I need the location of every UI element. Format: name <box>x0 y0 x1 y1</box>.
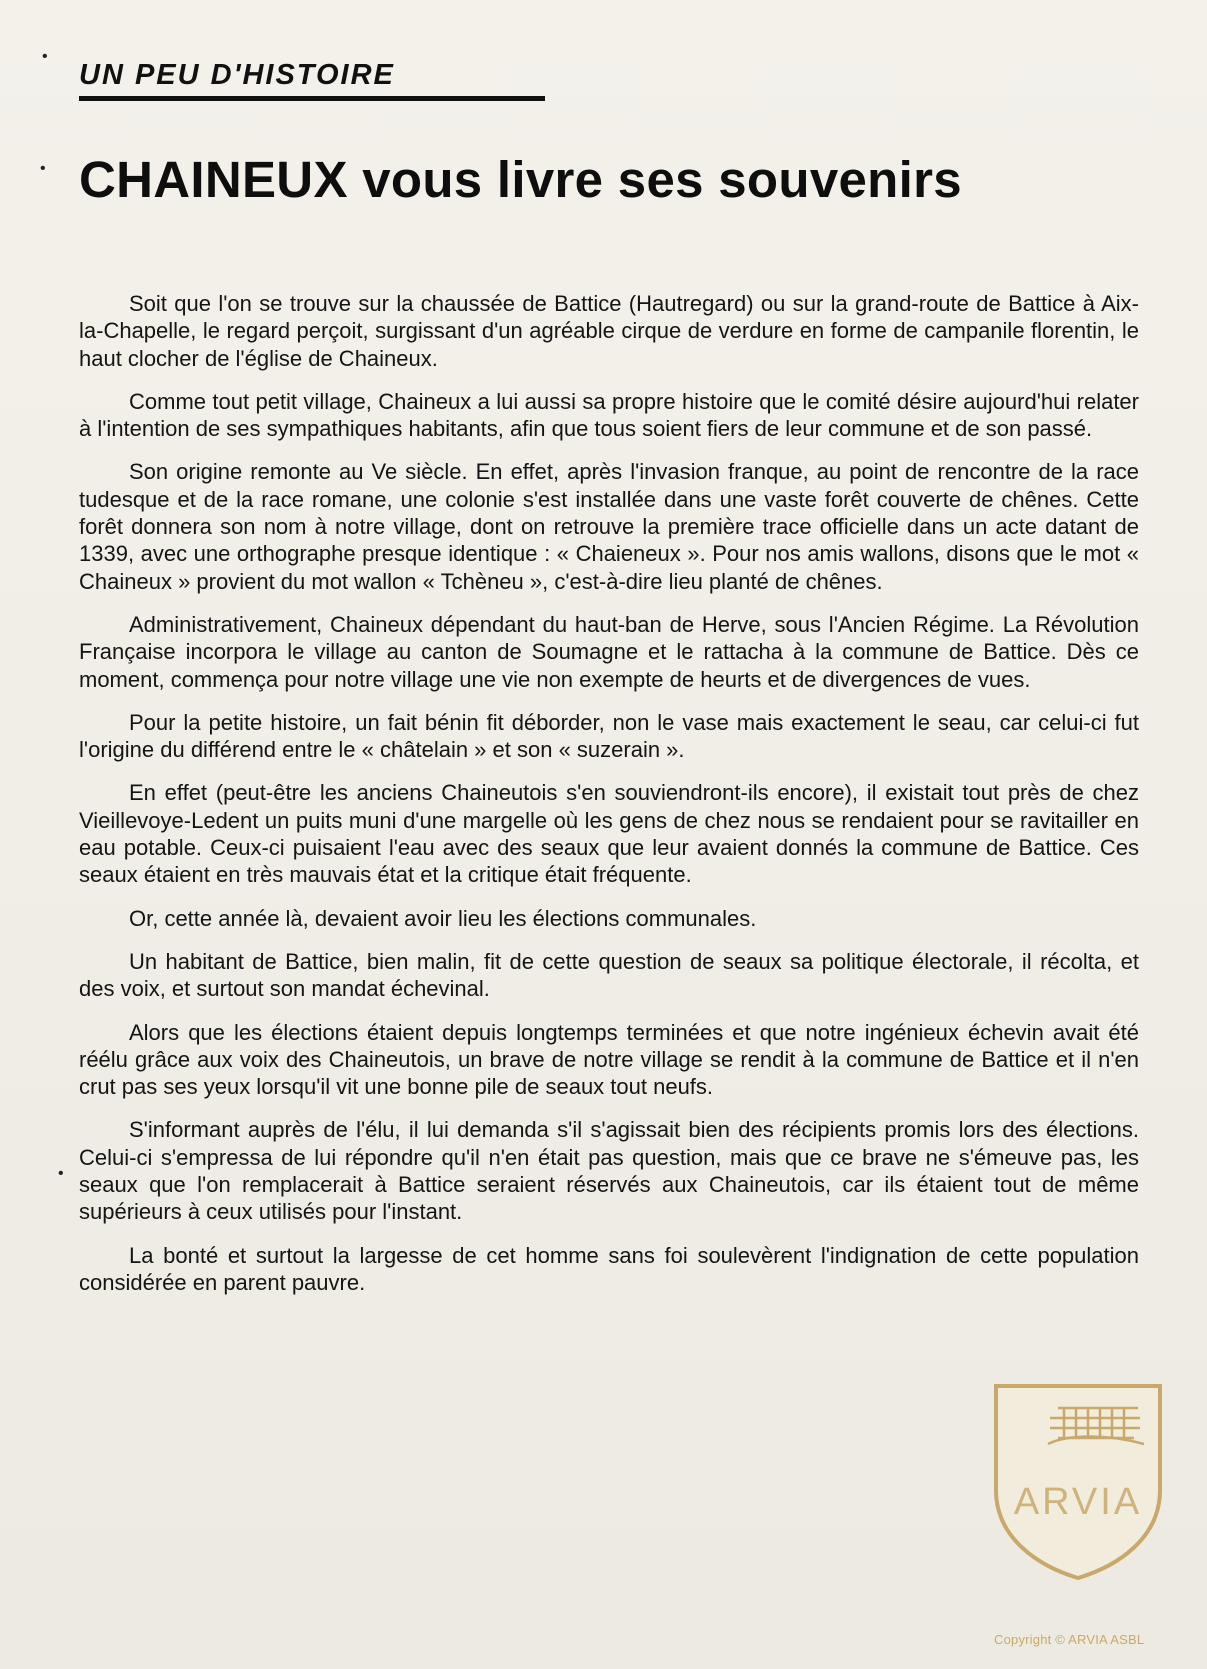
paragraph: Administrativement, Chaineux dépendant du haut-ban de Herve, sous l'Ancien Régime. La Révolution Française incorpora le village au canton de Soumagne et le rattacha à la commune de Battice. Dès ce moment, commença pour notre village une vie non exempte de heurts et de divergences de vues. <box>79 611 1139 692</box>
paragraph: Comme tout petit village, Chaineux a lui aussi sa propre histoire que le comité désire aujourd'hui relater à l'intention de ses sympathiques habitants, afin que tous soient fiers de leur commune et de son passé. <box>79 388 1139 442</box>
paragraph: En effet (peut-être les anciens Chaineutois s'en souviendront-ils encore), il existait tout près de chez Vieillevoye-Ledent un puits muni d'une margelle où les gens de chez nous se rendaient pour se ravitailler en eau potable. Ceux-ci puisaient l'eau avec des seaux que leur avaient donnés la commune de Battice. Ces seaux étaient en très mauvais état et la critique était fréquente. <box>79 780 1139 888</box>
paragraph: Soit que l'on se trouve sur la chaussée de Battice (Hautregard) ou sur la grand-route de Battice à Aix-la-Chapelle, le regard perçoit, surgissant d'un agréable cirque de verdure en forme de campanile florentin, le haut clocher de l'église de Chaineux. <box>79 291 1139 371</box>
paragraph: Alors que les élections étaient depuis longtemps terminées et que notre ingénieux échevin avait été réélu grâce aux voix des Chaineutois, un brave de notre village se rendit à la commune de Battice et il n'en crut pas ses yeux lorsqu'il vit une bonne pile de seaux tout neufs. <box>79 1019 1139 1100</box>
paragraph: Or, cette année là, devaient avoir lieu les élections communales. <box>129 905 757 931</box>
paragraph: Pour la petite histoire, un fait bénin fit déborder, non le vase mais exactement le seau, car celui-ci fut l'origine du différend entre le « châtelain » et son « suzerain ». <box>79 709 1139 763</box>
ink-speck: • <box>42 48 48 65</box>
paragraph: Son origine remonte au Ve siècle. En effet, après l'invasion franque, au point de rencontre de la race tudesque et de la race romane, une colonie s'est installée dans une vaste forêt couverte de chênes. Cette forêt donnera son nom à notre village, dont on retrouve la première trace officielle dans un acte datant de 1339, avec une orthographe presque identique : « Chaieneux ». Pour nos amis wallons, disons que le mot « Chaineux » provient du mot wallon « Tchèneu », c'est-à-dire lieu planté de chênes. <box>79 459 1139 594</box>
ink-speck: • <box>40 160 46 177</box>
ink-speck: • <box>58 1165 64 1182</box>
paragraph: S'informant auprès de l'élu, il lui demanda s'il s'agissait bien des récipients promis lors des élections. Celui-ci s'empressa de lui répondre qu'il n'en était pas question, mais que ce brave ne s'émeuve pas, les seaux que l'on remplacerait à Battice seraient réservés aux Chaineutois, car ils étaient tout de même supérieurs à ceux utilisés pour l'instant. <box>79 1117 1139 1225</box>
article-title: CHAINEUX vous livre ses souvenirs <box>79 151 962 208</box>
arvia-logo-watermark <box>988 1378 1168 1583</box>
logo-text: ARVIA <box>1013 1481 1143 1523</box>
section-rubric: UN PEU D'HISTOIRE <box>79 58 545 101</box>
paragraph: La bonté et surtout la largesse de cet homme sans foi soulevèrent l'indignation de cette population considérée en parent pauvre. <box>79 1242 1139 1295</box>
article-body <box>79 290 1139 1312</box>
paragraph: Un habitant de Battice, bien malin, fit de cette question de seaux sa politique électorale, il récolta, et des voix, et surtout son mandat échevinal. <box>79 948 1139 1002</box>
copyright-notice: Copyright © ARVIA ASBL <box>994 1632 1145 1647</box>
